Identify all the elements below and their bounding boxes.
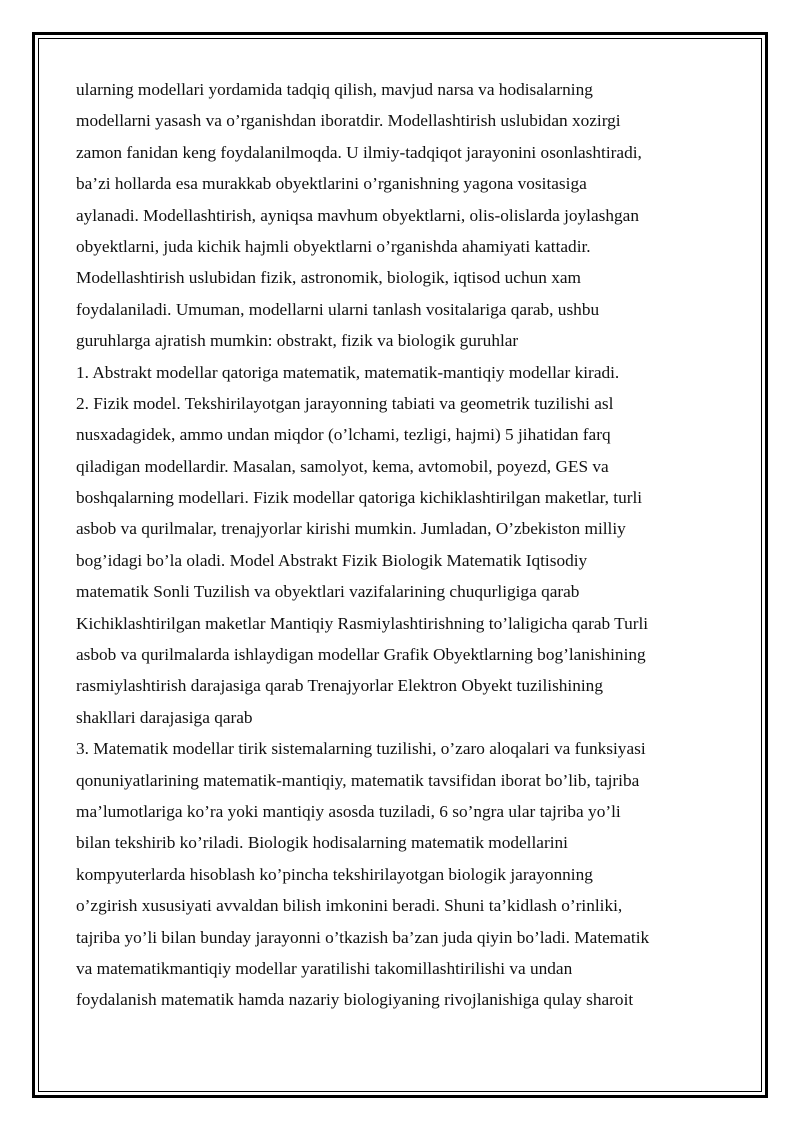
text-line: rasmiylashtirish darajasiga qarab Trenajyorlar Elektron Obyekt tuzilishining xyxy=(76,676,603,696)
list-item-2: 2. Fizik model. Tekshirilayotgan jarayonning tabiati va geometrik tuzilishi asl xyxy=(76,393,614,413)
text-line: asbob va qurilmalarda ishlaydigan modellar Grafik Obyektlarning bog’lanishining xyxy=(76,645,646,665)
list-item-3: 3. Matematik modellar tirik sistemalarning tuzilishi, o’zaro aloqalari va funksiyasi xyxy=(76,739,646,759)
text-line: shakllari darajasiga qarab xyxy=(76,707,253,727)
text-line: modellarni yasash va o’rganishdan iboratdir. Modellashtirish uslubidan xozirgi xyxy=(76,111,621,131)
text-line: obyektlarni, juda kichik hajmli obyektlarni o’rganishda ahamiyati kattadir. xyxy=(76,236,591,256)
text-line: qonuniyatlarining matematik-mantiqiy, matematik tavsifidan iborat bo’lib, tajriba xyxy=(76,770,640,790)
text-line: Kichiklashtirilgan maketlar Mantiqiy Rasmiylashtirishning to’laligicha qarab Turli xyxy=(76,613,649,633)
text-line: foydalanish matematik hamda nazariy biologiyaning rivojlanishiga qulay sharoit xyxy=(76,990,634,1010)
text-line: matematik Sonli Tuzilish va obyektlari vazifalarining chuqurligiga qarab xyxy=(76,582,580,602)
text-line: bilan tekshirib ko’riladi. Biologik hodisalarning matematik modellarini xyxy=(76,833,568,853)
text-line: ularning modellari yordamida tadqiq qilish, mavjud narsa va hodisalarning xyxy=(76,80,593,99)
text-line: zamon fanidan keng foydalanilmoqda. U ilmiy-tadqiqot jarayonini osonlashtiradi, xyxy=(76,142,642,162)
text-line: ba’zi hollarda esa murakkab obyektlarini o’rganishning yagona vositasiga xyxy=(76,174,587,194)
text-line: nusxadagidek, ammo undan miqdor (o’lchami, tezligi, hajmi) 5 jihatidan farq xyxy=(76,425,611,445)
text-line: bog’idagi bo’la oladi. Model Abstrakt Fizik Biologik Matematik Iqtisodiy xyxy=(76,550,588,570)
text-line: kompyuterlarda hisoblash ko’pincha tekshirilayotgan biologik jarayonning xyxy=(76,864,593,884)
text-line: qiladigan modellardir. Masalan, samolyot, kema, avtomobil, poyezd, GES va xyxy=(76,456,609,476)
text-line: o’zgirish xususiyati avvaldan bilish imkonini beradi. Shuni ta’kidlash o’rinliki, xyxy=(76,896,623,916)
text-line: va matematikmantiqiy modellar yaratilishi takomillashtirilishi va undan xyxy=(76,958,573,978)
text-line: tajriba yo’li bilan bunday jarayonni o’tkazish ba’zan juda qiyin bo’ladi. Matematik xyxy=(76,927,650,947)
list-item-1: 1. Abstrakt modellar qatoriga matematik, matematik-mantiqiy modellar kiradi. xyxy=(76,362,620,382)
text-line: foydalaniladi. Umuman, modellarni ularni tanlash vositalariga qarab, ushbu xyxy=(76,299,600,319)
text-line: guruhlarga ajratish mumkin: obstrakt, fizik va biologik guruhlar xyxy=(76,331,519,351)
text-line: aylanadi. Modellashtirish, ayniqsa mavhum obyektlarni, olis-olislarda joylashgan xyxy=(76,205,639,225)
text-line: ma’lumotlariga ko’ra yoki mantiqiy asosda tuziladi, 6 so’ngra ular tajriba yo’li xyxy=(76,801,621,821)
text-line: Modellashtirish uslubidan fizik, astronomik, biologik, iqtisod uchun xam xyxy=(76,268,581,288)
text-line: asbob va qurilmalar, trenajyorlar kirishi mumkin. Jumladan, O’zbekiston milliy xyxy=(76,519,626,539)
text-line: boshqalarning modellari. Fizik modellar qatoriga kichiklashtirilgan maketlar, turli xyxy=(76,488,643,508)
document-body xyxy=(76,74,726,1016)
